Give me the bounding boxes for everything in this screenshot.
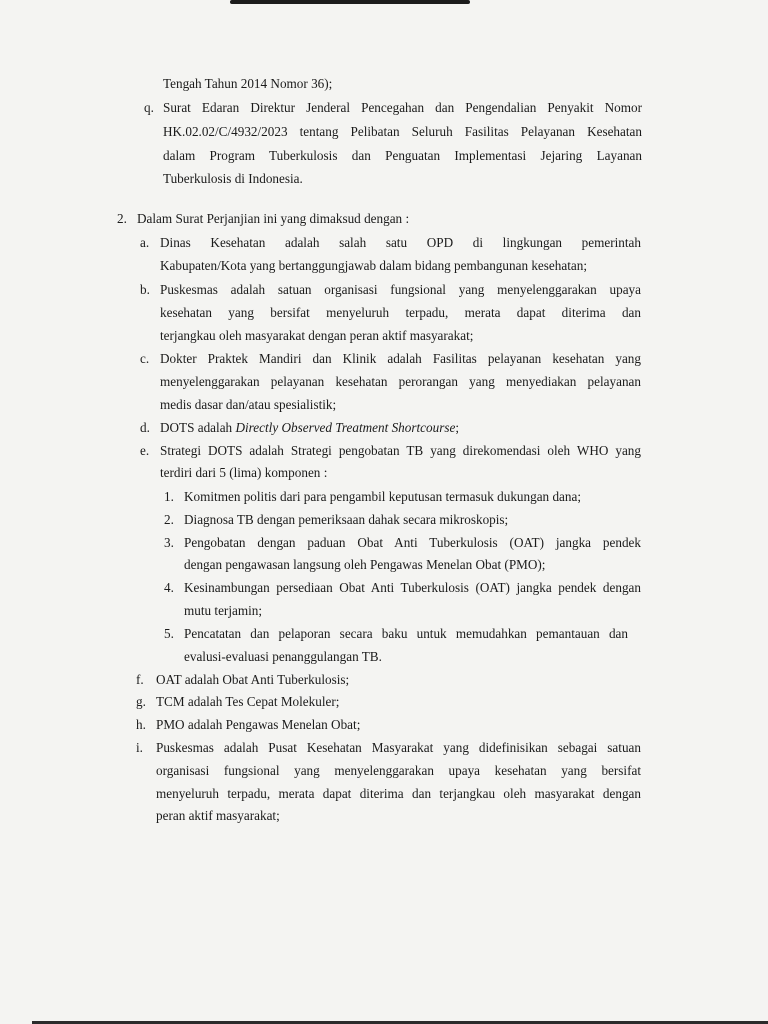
item-a-line-2: Kabupaten/Kota yang bertanggungjawab dalam bidang pembangunan kesehatan; <box>160 258 587 273</box>
item-b-line-2: kesehatan yang bersifat menyeluruh terpadu, merata dapat diterima dan <box>160 305 641 320</box>
component-1-line-1: Komitmen politis dari para pengambil keputusan termasuk dukungan dana; <box>184 489 581 504</box>
section-2-number: 2. <box>117 211 127 226</box>
item-q-line-4: Tuberkulosis di Indonesia. <box>163 171 303 186</box>
component-5-marker: 5. <box>164 626 174 641</box>
item-d-prefix: DOTS adalah <box>160 420 236 435</box>
item-c-line-2: menyelenggarakan pelayanan kesehatan perorangan yang menyediakan pelayanan <box>160 374 641 389</box>
item-q-marker: q. <box>144 100 154 115</box>
item-a-marker: a. <box>140 235 150 250</box>
item-g-line-1: TCM adalah Tes Cepat Molekuler; <box>156 694 340 709</box>
item-d-text <box>160 420 459 436</box>
item-q-line-3: dalam Program Tuberkulosis dan Penguatan Implementasi Jejaring Layanan <box>163 148 642 163</box>
item-b-line-3: terjangkau oleh masyarakat dengan peran aktif masyarakat; <box>160 328 474 343</box>
item-g-marker: g. <box>136 694 146 709</box>
item-b-marker: b. <box>140 282 150 297</box>
item-f-marker: f. <box>136 672 144 687</box>
item-c-line-3: medis dasar dan/atau spesialistik; <box>160 397 337 412</box>
item-i-line-4: peran aktif masyarakat; <box>156 808 280 823</box>
item-c-marker: c. <box>140 351 150 366</box>
component-1-marker: 1. <box>164 489 174 504</box>
item-e-marker: e. <box>140 443 150 458</box>
item-i-line-2: organisasi fungsional yang menyelenggarakan upaya kesehatan yang bersifat <box>156 763 641 778</box>
item-e-line-1: Strategi DOTS adalah Strategi pengobatan TB yang direkomendasi oleh WHO yang <box>160 443 641 458</box>
page-top-edge <box>230 0 470 4</box>
component-5-line-2: evalusi-evaluasi penanggulangan TB. <box>184 649 382 664</box>
item-q-previous-line: Tengah Tahun 2014 Nomor 36); <box>163 76 333 91</box>
component-4-marker: 4. <box>164 580 174 595</box>
item-d-italic-term: Directly Observed Treatment Shortcourse <box>235 420 456 435</box>
component-3-line-2: dengan pengawasan langsung oleh Pengawas Menelan Obat (PMO); <box>184 557 546 572</box>
component-3-marker: 3. <box>164 535 174 550</box>
item-c-line-1: Dokter Praktek Mandiri dan Klinik adalah Fasilitas pelayanan kesehatan yang <box>160 351 641 366</box>
item-q-line-2: HK.02.02/C/4932/2023 tentang Pelibatan Seluruh Fasilitas Pelayanan Kesehatan <box>163 124 642 139</box>
item-i-marker: i. <box>136 740 143 755</box>
component-2-line-1: Diagnosa TB dengan pemeriksaan dahak secara mikroskopis; <box>184 512 509 527</box>
item-i-line-1: Puskesmas adalah Pusat Kesehatan Masyarakat yang didefinisikan sebagai satuan <box>156 740 641 755</box>
item-f-line-1: OAT adalah Obat Anti Tuberkulosis; <box>156 672 350 687</box>
item-h-marker: h. <box>136 717 146 732</box>
item-i-line-3: menyeluruh terpadu, merata dapat diterima dan terjangkau oleh masyarakat dengan <box>156 786 641 801</box>
item-e-line-2: terdiri dari 5 (lima) komponen : <box>160 465 328 480</box>
item-b-line-1: Puskesmas adalah satuan organisasi fungsional yang menyelenggarakan upaya <box>160 282 641 297</box>
item-d-marker: d. <box>140 420 150 435</box>
item-h-line-1: PMO adalah Pengawas Menelan Obat; <box>156 717 361 732</box>
component-4-line-2: mutu terjamin; <box>184 603 263 618</box>
component-2-marker: 2. <box>164 512 174 527</box>
item-q-line-1: Surat Edaran Direktur Jenderal Pencegahan dan Pengendalian Penyakit Nomor <box>163 100 642 115</box>
section-2-heading: Dalam Surat Perjanjian ini yang dimaksud dengan : <box>137 211 410 226</box>
component-4-line-1: Kesinambungan persediaan Obat Anti Tuberkulosis (OAT) jangka pendek dengan <box>184 580 641 595</box>
component-3-line-1: Pengobatan dengan paduan Obat Anti Tuberkulosis (OAT) jangka pendek <box>184 535 641 550</box>
item-d-suffix: ; <box>455 420 459 435</box>
component-5-line-1: Pencatatan dan pelaporan secara baku untuk memudahkan pemantauan dan <box>184 626 628 641</box>
item-a-line-1: Dinas Kesehatan adalah salah satu OPD di lingkungan pemerintah <box>160 235 641 250</box>
